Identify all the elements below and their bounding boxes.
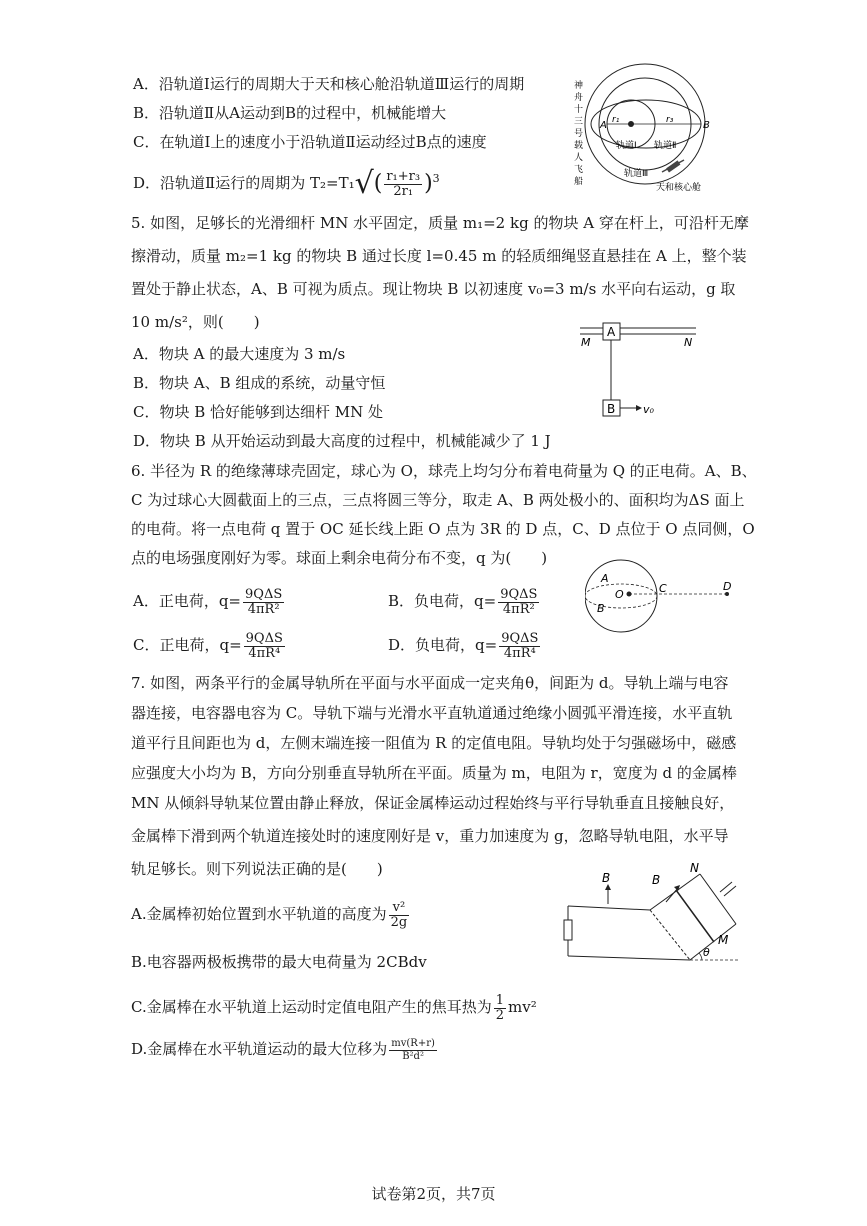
orbit-label-ship-3: 十 xyxy=(574,105,584,115)
q5-stem-line-4: 10 m/s²，则( ) xyxy=(131,313,260,331)
orbit-label-orbit1: 轨道Ⅰ xyxy=(616,141,637,151)
sphere-label-o: O xyxy=(615,588,624,601)
q7-option-d xyxy=(131,1032,439,1066)
q7-d-denominator: B²d² xyxy=(402,1050,424,1062)
q7-stem-line-2: 器连接，电容器电容为 C。导轨下端与光滑水平直轨道通过绝缘小圆弧平滑连接，水平直轨 xyxy=(131,704,733,722)
q4-option-c: C．在轨道Ⅰ上的速度小于沿轨道Ⅱ运动经过B点的速度 xyxy=(133,133,487,151)
q6-stem-line-2: C 为过球心大圆截面上的三点，三点将圆三等分，取走 A、B 两处极小的、面积均为ΔS 面上 xyxy=(131,491,745,509)
q6-c-denominator: 4πR⁴ xyxy=(248,645,281,661)
q4-option-d: D．沿轨道Ⅱ运行的周期为 T₂=T₁√( $\frac{\text{r₁+r₃}}{\text{2r₁}}$ )$^3$ xyxy=(133,166,440,201)
q7-stem-line-1: 7. 如图，两条平行的金属导轨所在平面与水平面成一定夹角θ，间距为 d。导轨上端与电容 xyxy=(131,674,729,692)
q6-b-numerator: 9QΔS xyxy=(500,586,538,602)
q6-option-a-fraction xyxy=(243,588,284,617)
q5-option-a: A．物块 A 的最大速度为 3 m/s xyxy=(133,345,346,363)
q7-a-numerator: v² xyxy=(389,901,410,916)
q6-d-denominator: 4πR⁴ xyxy=(503,645,536,661)
orbit-label-r1: r₁ xyxy=(612,115,620,125)
q6-stem-line-3: 的电荷。将一点电荷 q 置于 OC 延长线上距 O 点为 3R 的 D 点，C、D 点位于 O 点同侧，O xyxy=(131,520,755,538)
rod-label-a: A xyxy=(607,325,616,339)
rod-label-m: M xyxy=(581,336,591,349)
q6-option-a-text: A．正电荷，q= xyxy=(133,592,242,610)
q6-option-c-text: C．正电荷，q= xyxy=(133,636,242,654)
orbit-label-b: B xyxy=(703,120,710,131)
sphere-figure xyxy=(585,554,745,638)
q7-stem-line-3: 道平行且间距也为 d，左侧末端连接一阻值为 R 的定值电阻。导轨均处于匀强磁场中，磁感 xyxy=(131,734,737,752)
rail-figure xyxy=(560,862,746,968)
orbit-label-station: 天和核心舱 xyxy=(656,183,702,193)
q7-c-numerator: 1 xyxy=(495,992,504,1008)
space-station-icon xyxy=(662,160,684,172)
orbit-label-ship-5: 号 xyxy=(574,129,584,139)
q5-stem-line-1: 5. 如图，足够长的光滑细杆 MN 水平固定，质量 m₁=2 kg 的物块 A 穿在杆上，可沿杆无摩 xyxy=(131,214,749,232)
q6-option-d-fraction xyxy=(499,632,540,661)
orbit-label-ship-1: 神 xyxy=(574,81,584,91)
q4-option-d-text: D．沿轨道Ⅱ运行的周期为 T₂=T₁ xyxy=(133,174,355,192)
orbit-label-a: A xyxy=(600,120,607,131)
orbit-label-orbit3: 轨道Ⅲ xyxy=(624,169,649,179)
q6-option-d-text: D．负电荷，q= xyxy=(388,636,498,654)
sphere-label-c: C xyxy=(659,582,667,595)
q6-d-numerator: 9QΔS xyxy=(501,630,539,646)
q7-stem-line-5: MN 从倾斜导轨某位置由静止释放，保证金属棒运动过程始终与平行导轨垂直且接触良好， xyxy=(131,794,735,812)
q6-option-c-fraction xyxy=(244,632,285,661)
orbit-label-ship-7: 人 xyxy=(574,153,584,163)
rod-label-n: N xyxy=(684,336,693,349)
q7-a-denominator: 2g xyxy=(390,914,408,930)
q6-option-b-fraction xyxy=(498,588,539,617)
q6-option-b xyxy=(388,584,541,618)
rail-label-theta: θ xyxy=(703,946,710,959)
q4-d-exponent: 3 xyxy=(432,172,440,185)
sphere-label-d: D xyxy=(723,580,732,593)
rod-block-figure xyxy=(578,316,700,422)
q6-a-numerator: 9QΔS xyxy=(245,586,283,602)
orbit-figure xyxy=(570,62,720,196)
orbit-label-ship-6: 载 xyxy=(574,141,584,151)
q7-option-c-suffix: mv² xyxy=(508,998,537,1016)
q6-option-b-text: B．负电荷，q= xyxy=(388,592,497,610)
rail-label-n: N xyxy=(690,862,699,875)
rail-label-b1: B xyxy=(602,871,611,885)
q7-option-c xyxy=(131,990,537,1024)
q6-b-denominator: 4πR² xyxy=(502,601,535,617)
orbit-label-r3: r₃ xyxy=(666,115,674,125)
resistor-icon xyxy=(564,920,572,940)
q6-c-numerator: 9QΔS xyxy=(245,630,283,646)
q6-stem-line-4: 点的电场强度刚好为零。球面上剩余电荷分布不变，q 为( ) xyxy=(131,549,548,567)
q7-d-numerator: mv(R+r) xyxy=(391,1037,435,1049)
rail-label-b2: B xyxy=(652,873,661,887)
q7-option-a-text: A.金属棒初始位置到水平轨道的高度为 xyxy=(131,905,387,923)
q6-a-denominator: 4πR² xyxy=(247,601,280,617)
q6-option-c xyxy=(133,628,287,662)
q5-option-c: C．物块 B 恰好能够到达细杆 MN 处 xyxy=(133,403,384,421)
q7-option-a xyxy=(131,897,411,931)
q6-stem-line-1: 6. 半径为 R 的绝缘薄球壳固定，球心为 O，球壳上均匀分布着电荷量为 Q 的正电荷。A、B、 xyxy=(131,462,757,480)
q7-option-c-fraction xyxy=(494,994,506,1023)
q5-option-b: B．物块 A、B 组成的系统，动量守恒 xyxy=(133,374,386,392)
q7-stem-line-4: 应强度大小均为 B，方向分别垂直导轨所在平面。质量为 m，电阻为 r，宽度为 d 的金属棒 xyxy=(131,764,737,782)
q7-option-b: B.电容器两极板携带的最大电荷量为 2CBdv xyxy=(131,953,427,971)
q4-d-numerator: r₁+r₃ xyxy=(386,168,421,184)
sphere-label-b: B xyxy=(597,602,605,615)
sphere-label-a: A xyxy=(601,572,609,585)
q5-stem-line-2: 擦滑动，质量 m₂=1 kg 的物块 B 通过长度 l=0.45 m 的轻质细绳竖直悬挂在 A 上，整个装 xyxy=(131,247,747,265)
orbit-label-ship-2: 舟 xyxy=(574,93,584,103)
q7-option-a-fraction xyxy=(389,901,410,930)
q5-stem-line-3: 置处于静止状态，A、B 可视为质点。现让物块 B 以初速度 v₀=3 m/s 水平向右运动，g 取 xyxy=(131,280,736,298)
q6-option-d xyxy=(388,628,542,662)
q7-option-d-fraction xyxy=(389,1038,437,1063)
q7-option-d-text: D.金属棒在水平轨道运动的最大位移为 xyxy=(131,1040,388,1058)
rail-label-m: M xyxy=(718,933,729,947)
q4-option-b: B．沿轨道Ⅱ从A运动到B的过程中，机械能增大 xyxy=(133,104,447,122)
q7-stem-line-7: 轨足够长。则下列说法正确的是( ) xyxy=(131,860,383,878)
rod-label-b: B xyxy=(607,402,616,416)
q4-option-d-fraction xyxy=(384,170,422,199)
orbit-label-ship-4: 三 xyxy=(574,117,584,127)
rod-label-v0: v₀ xyxy=(643,403,654,416)
q7-c-denominator: 2 xyxy=(495,1007,504,1023)
q5-option-d: D．物块 B 从开始运动到最大高度的过程中，机械能减少了 1 J xyxy=(133,432,551,450)
orbit-label-orbit2: 轨道Ⅱ xyxy=(654,141,677,151)
q7-option-c-text: C.金属棒在水平轨道上运动时定值电阻产生的焦耳热为 xyxy=(131,998,492,1016)
q4-d-denominator: 2r₁ xyxy=(393,183,414,199)
q7-stem-line-6: 金属棒下滑到两个轨道连接处时的速度刚好是 v，重力加速度为 g，忽略导轨电阻，水平导 xyxy=(131,827,729,845)
q4-option-a: A．沿轨道Ⅰ运行的周期大于天和核心舱沿轨道Ⅲ运行的周期 xyxy=(133,75,525,93)
q6-option-a xyxy=(133,584,286,618)
page-footer: 试卷第2页，共7页 xyxy=(371,1185,496,1203)
orbit-label-ship-9: 船 xyxy=(574,177,584,187)
orbit-label-ship-8: 飞 xyxy=(574,165,584,175)
